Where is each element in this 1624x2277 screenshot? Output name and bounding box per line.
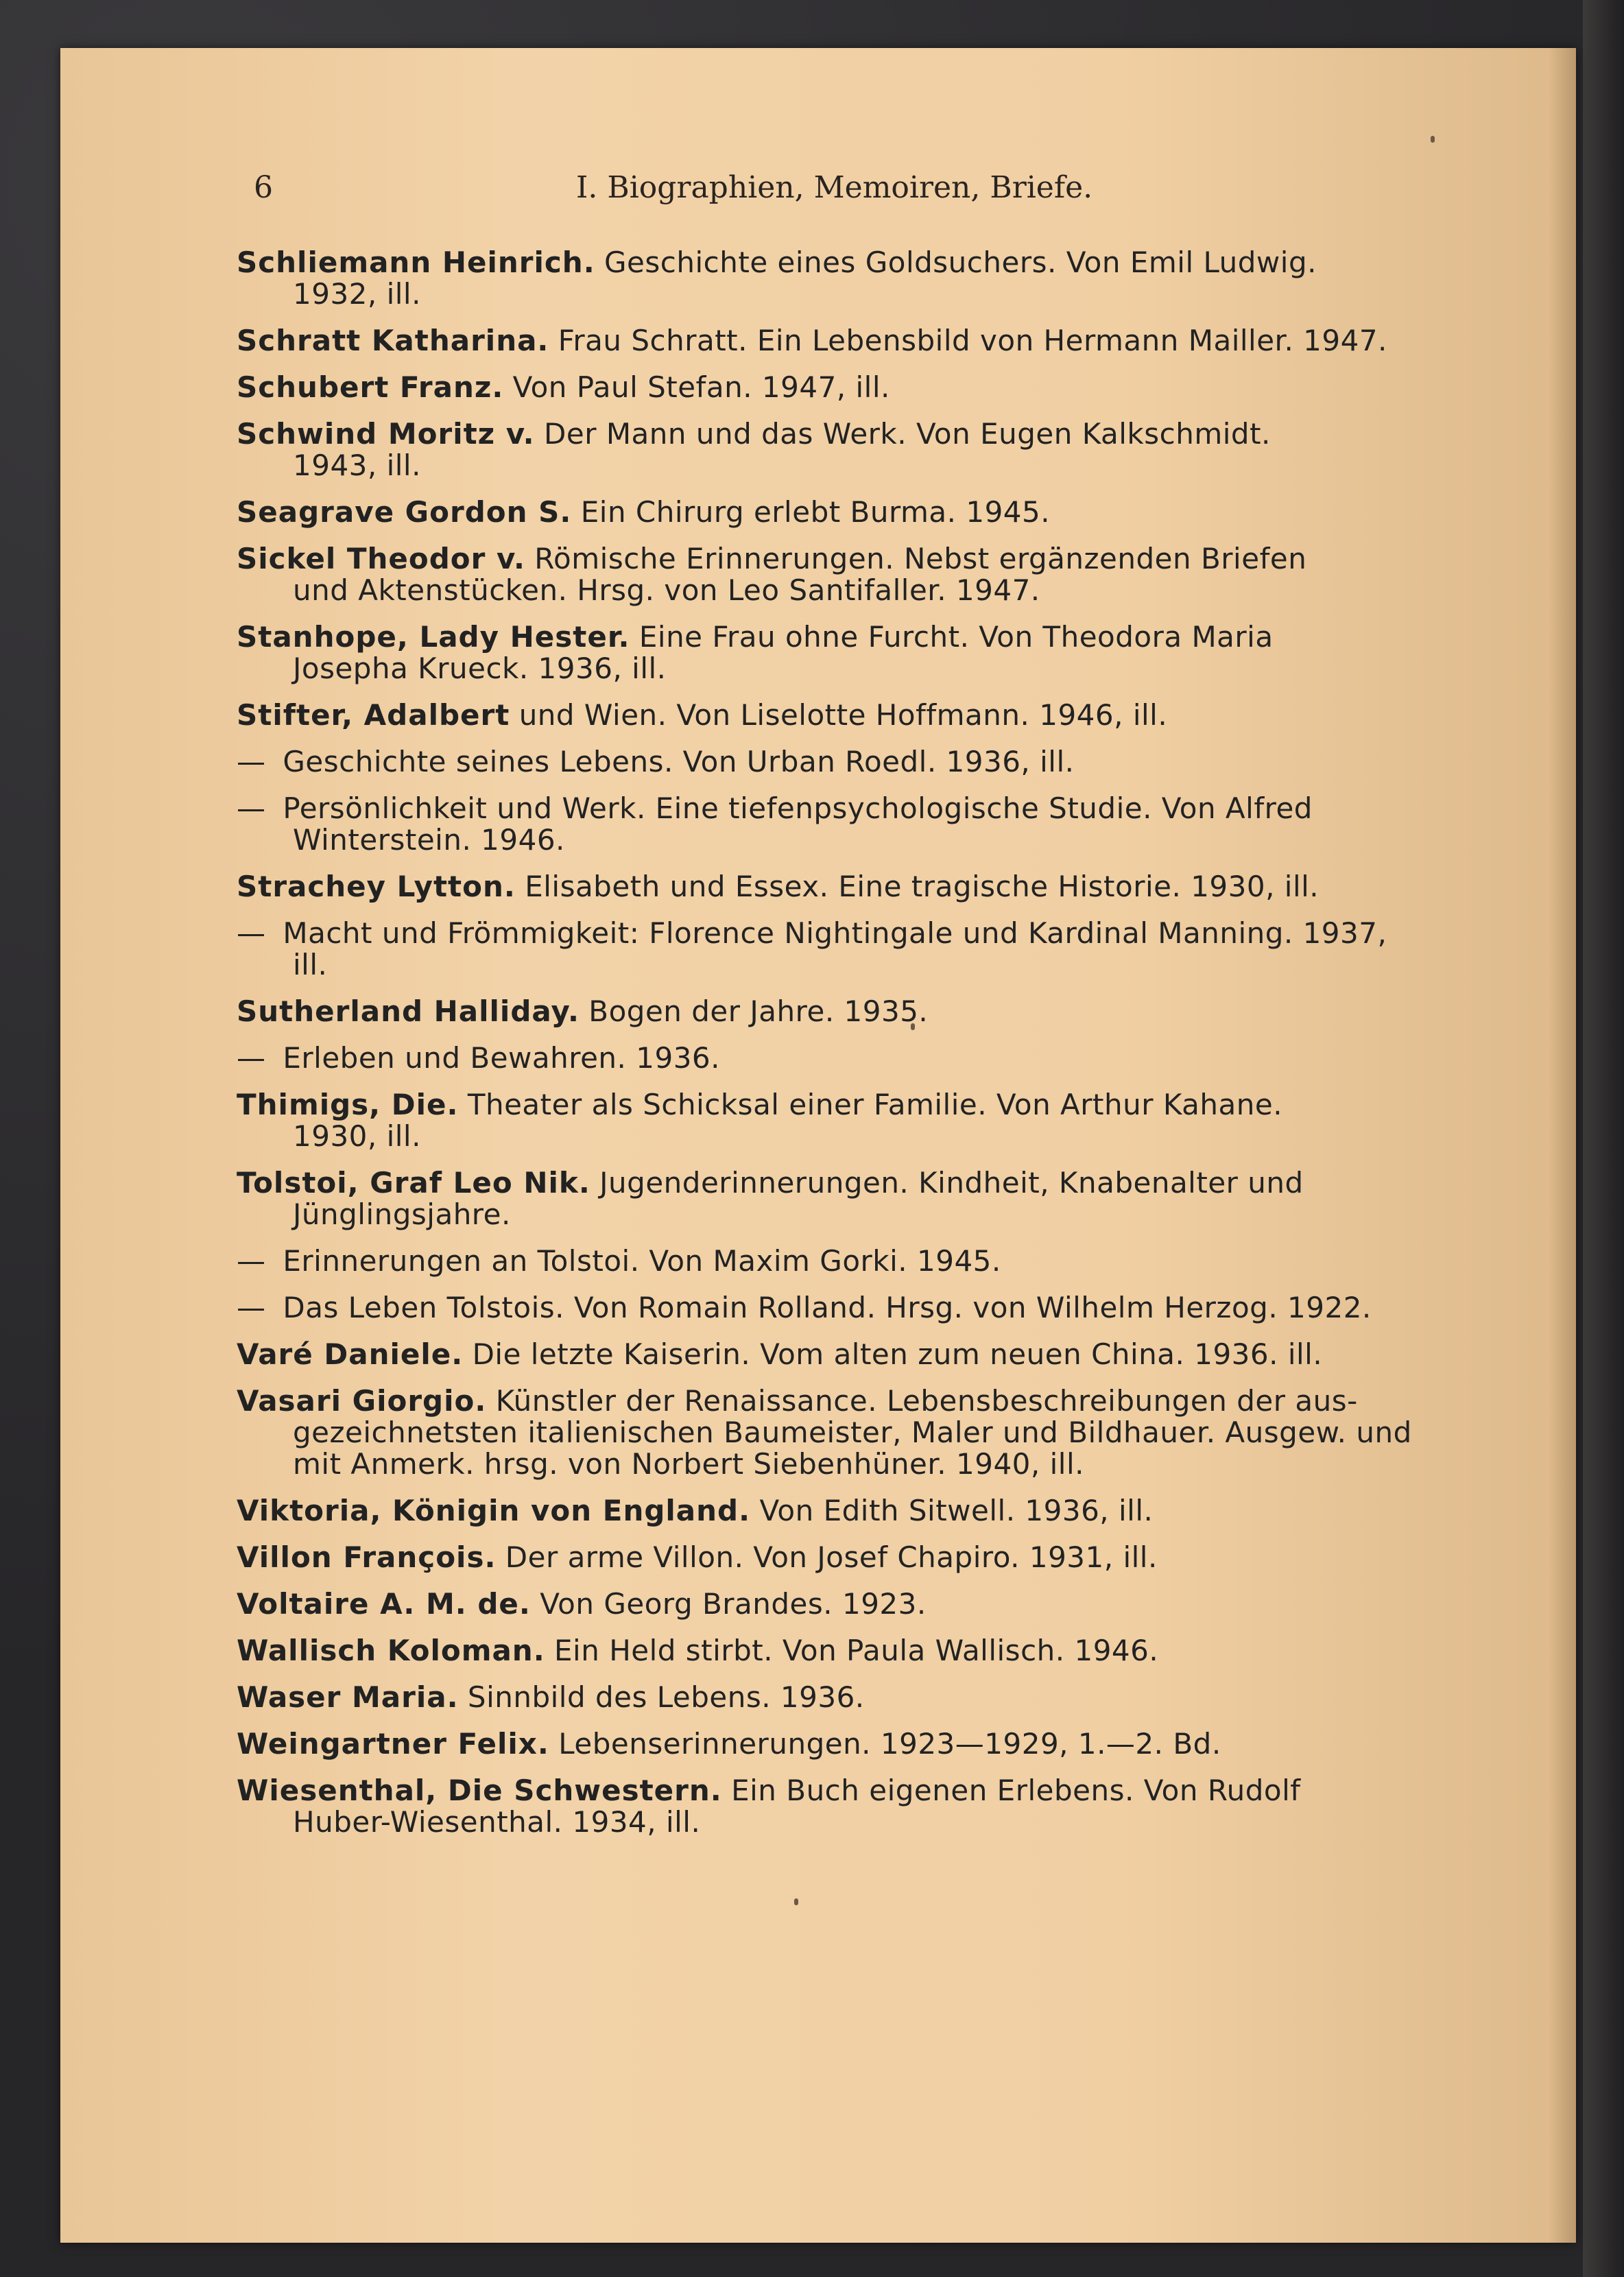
- list-item: [237, 1728, 1430, 1760]
- ditto-dash: —: [237, 1041, 265, 1075]
- entry-continuation: und Aktenstücken. Hrsg. von Leo Santifaller. 1947.: [293, 573, 1040, 607]
- entry-name: Schwind Moritz v.: [237, 417, 535, 451]
- ditto-dash: —: [237, 745, 265, 778]
- list-item: [237, 1245, 1430, 1277]
- entry-text: Bogen der Jahre. 1935.: [588, 994, 929, 1028]
- entry-text: Römische Erinnerungen. Nebst ergänzenden Briefen: [534, 542, 1307, 575]
- entry-text: Persönlichkeit und Werk. Eine tiefenpsychologische Studie. Von Alfred: [283, 791, 1313, 825]
- entry-name: Sutherland Halliday.: [237, 994, 580, 1028]
- list-item: [237, 1542, 1430, 1573]
- entry-text: Lebenserinnerungen. 1923—1929, 1.—2. Bd.: [558, 1727, 1221, 1761]
- entry-text: Der arme Villon. Von Josef Chapiro. 1931, ill.: [505, 1540, 1158, 1574]
- entry-text: Sinnbild des Lebens. 1936.: [467, 1680, 865, 1714]
- entry-text: Elisabeth und Essex. Eine tragische Historie. 1930, ill.: [525, 870, 1320, 903]
- list-item: [237, 996, 1430, 1027]
- entry-text: und Wien. Von Liselotte Hoffmann. 1946, ill.: [518, 698, 1168, 732]
- entry-name: Voltaire A. M. de.: [237, 1587, 531, 1621]
- entry-name: Wallisch Koloman.: [237, 1634, 545, 1667]
- list-item: [237, 746, 1430, 778]
- list-item: [237, 1775, 1430, 1838]
- entry-name: Varé Daniele.: [237, 1337, 464, 1371]
- ditto-dash: —: [237, 791, 265, 825]
- entry-text: Frau Schratt. Ein Lebensbild von Hermann Mailler. 1947.: [558, 324, 1387, 357]
- entry-name: Wiesenthal, Die Schwestern.: [237, 1774, 722, 1807]
- list-item: [237, 1588, 1430, 1620]
- entry-name: Strachey Lytton.: [237, 870, 516, 903]
- list-item: [237, 418, 1430, 481]
- entry-continuation: Winterstein. 1946.: [293, 823, 565, 857]
- list-item: [237, 1635, 1430, 1667]
- entry-name: Villon François.: [237, 1540, 497, 1574]
- entry-name: Vasari Giorgio.: [237, 1384, 487, 1418]
- list-item: [237, 1042, 1430, 1074]
- entry-name: Seagrave Gordon S.: [237, 495, 572, 529]
- entry-text: Erinnerungen an Tolstoi. Von Maxim Gorki. 1945.: [283, 1244, 1001, 1278]
- entry-text: Theater als Schicksal einer Familie. Von Arthur Kahane.: [467, 1088, 1283, 1121]
- entry-continuation: 1943, ill.: [293, 449, 421, 482]
- list-item: [237, 325, 1430, 357]
- entry-name: Stanhope, Lady Hester.: [237, 620, 630, 654]
- entry-name: Viktoria, Königin von England.: [237, 1494, 751, 1527]
- entry-continuation: Josepha Krueck. 1936, ill.: [293, 652, 667, 685]
- list-item: [237, 1167, 1430, 1230]
- list-item: [237, 1385, 1430, 1480]
- list-item: [237, 871, 1430, 903]
- entry-name: Schliemann Heinrich.: [237, 246, 595, 279]
- entry-text: Eine Frau ohne Furcht. Von Theodora Maria: [638, 620, 1274, 654]
- ink-speck: [1431, 136, 1435, 143]
- list-item: [237, 1682, 1430, 1713]
- entry-text: Erleben und Bewahren. 1936.: [283, 1041, 720, 1075]
- ink-speck: [794, 1898, 798, 1905]
- list-item: [237, 497, 1430, 528]
- entry-text: Ein Held stirbt. Von Paula Wallisch. 1946.: [554, 1634, 1159, 1667]
- entry-continuation: mit Anmerk. hrsg. von Norbert Siebenhüner. 1940, ill.: [293, 1447, 1084, 1481]
- entry-continuation: gezeichnetsten italienischen Baumeister, Maler und Bildhauer. Ausgew. und: [293, 1416, 1412, 1449]
- entry-name: Tolstoi, Graf Leo Nik.: [237, 1166, 590, 1200]
- list-item: [237, 1339, 1430, 1370]
- entry-name: Sickel Theodor v.: [237, 542, 525, 575]
- ditto-dash: —: [237, 1291, 265, 1324]
- list-item: [237, 1292, 1430, 1324]
- entry-name: Stifter, Adalbert: [237, 698, 510, 732]
- entry-continuation: Huber-Wiesenthal. 1934, ill.: [293, 1805, 701, 1839]
- entry-text: Der Mann und das Werk. Von Eugen Kalkschmidt.: [544, 417, 1271, 451]
- list-item: [237, 1495, 1430, 1527]
- entry-text: Künstler der Renaissance. Lebensbeschreibungen der aus-: [495, 1384, 1358, 1418]
- entry-name: Waser Maria.: [237, 1680, 459, 1714]
- entry-text: Ein Buch eigenen Erlebens. Von Rudolf: [731, 1774, 1301, 1807]
- list-item: [237, 918, 1430, 981]
- section-title: I. Biographien, Memoiren, Briefe.: [576, 170, 1093, 205]
- list-item: [237, 247, 1430, 310]
- entry-text: Ein Chirurg erlebt Burma. 1945.: [580, 495, 1051, 529]
- entry-text: Jugenderinnerungen. Kindheit, Knabenalter und: [599, 1166, 1304, 1200]
- entry-name: Schratt Katharina.: [237, 324, 549, 357]
- list-item: [237, 543, 1430, 606]
- entry-text: Von Edith Sitwell. 1936, ill.: [759, 1494, 1154, 1527]
- entry-text: Das Leben Tolstois. Von Romain Rolland. Hrsg. von Wilhelm Herzog. 1922.: [283, 1291, 1372, 1324]
- ditto-dash: —: [237, 916, 265, 950]
- list-item: [237, 700, 1430, 731]
- entry-text: Geschichte seines Lebens. Von Urban Roedl. 1936, ill.: [283, 745, 1075, 778]
- list-item: [237, 1089, 1430, 1152]
- entry-text: Macht und Frömmigkeit: Florence Nightingale und Kardinal Manning. 1937,: [283, 916, 1387, 950]
- page-number: 6: [254, 170, 273, 205]
- book-spine: [1583, 0, 1624, 2277]
- list-item: [237, 793, 1430, 856]
- ditto-dash: —: [237, 1244, 265, 1278]
- entry-text: Geschichte eines Goldsuchers. Von Emil Ludwig.: [604, 246, 1317, 279]
- entry-text: Die letzte Kaiserin. Vom alten zum neuen China. 1936. ill.: [472, 1337, 1323, 1371]
- entry-text: Von Paul Stefan. 1947, ill.: [512, 370, 890, 404]
- entry-continuation: 1932, ill.: [293, 277, 421, 311]
- entry-text: Von Georg Brandes. 1923.: [540, 1587, 927, 1621]
- entry-continuation: 1930, ill.: [293, 1119, 421, 1153]
- list-item: [237, 372, 1430, 403]
- entry-name: Weingartner Felix.: [237, 1727, 549, 1761]
- entry-name: Thimigs, Die.: [237, 1088, 459, 1121]
- entry-continuation: Jünglingsjahre.: [293, 1197, 511, 1231]
- entry-continuation: ill.: [293, 948, 328, 981]
- entry-name: Schubert Franz.: [237, 370, 504, 404]
- page-edge-shadow: [1549, 48, 1576, 2243]
- bibliography-list: [237, 247, 1430, 1853]
- list-item: [237, 621, 1430, 684]
- page-header: [254, 170, 1488, 211]
